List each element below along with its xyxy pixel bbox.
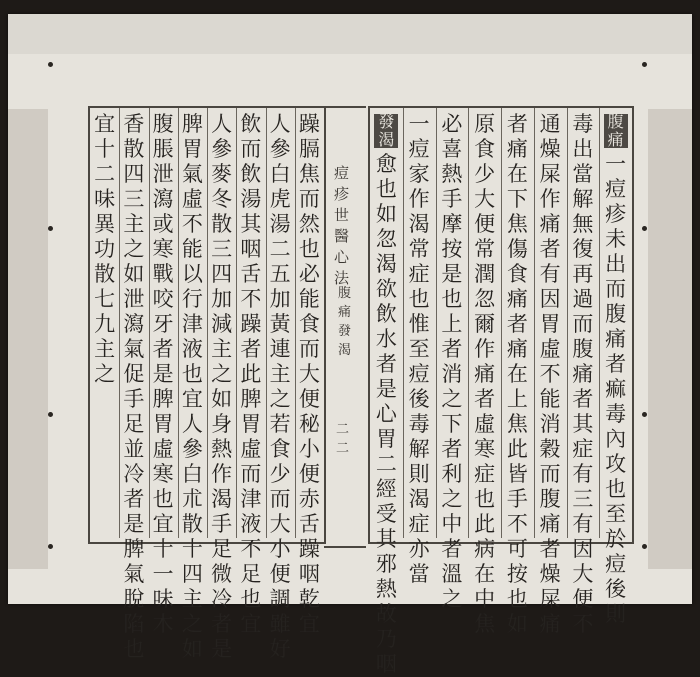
center-title: 痘 疹 世 醫 心 法 [334,164,350,287]
top-edge-stain [8,14,692,54]
column-rule [599,108,600,538]
text-column: 一 痘 家 作 渴 常 症 也 惟 至 痘 後 毒 解 則 渴 症 亦 當 [408,112,430,586]
column-rule [236,108,237,538]
text-column: 一 痘 疹 未 出 而 腹 痛 者 痲 毒 內 攻 也 至 於 痘 後 則 [605,152,627,626]
book-title [334,162,349,288]
column-rule [403,108,404,538]
column-rule [119,108,120,538]
text-column: 脾 胃 氣 虛 不 能 以 行 津 液 也 宜 人 參 白 朮 散 十 四 主 之 如 [181,112,203,661]
left-edge-stain [8,109,48,569]
left-page-frame [88,106,326,661]
text-column: 毒 出 當 解 無 復 再 過 而 腹 痛 者 其 症 有 三 有 因 大 便 不 [572,112,594,636]
column-rule [567,108,568,538]
text-column: 原 食 少 大 便 常 潤 忽 爾 作 痛 者 虛 寒 症 也 此 病 在 中 焦 [474,112,496,636]
text-column: 宜 十 二 味 異 功 散 七 九 主 之 [94,112,116,386]
binding-hole [48,62,53,67]
binding-hole [48,226,53,231]
section-heading: 腹 痛 [604,114,628,148]
center-page: 二 二 [336,422,350,456]
binding-hole [642,226,647,231]
text-column: 躁 膈 焦 而 然 也 必 能 食 而 大 便 秘 小 便 赤 舌 躁 咽 乾 宜 [298,112,320,636]
column-rule [501,108,502,538]
right-edge-stain [648,109,692,569]
book-spread [8,14,692,676]
binding-hole [48,412,53,417]
column-rule [207,108,208,538]
section-label [338,282,351,358]
column-rule [149,108,150,538]
column-rule [178,108,179,538]
binding-hole [642,544,647,549]
binding-hole [642,412,647,417]
center-section: 腹 痛 發 渴 [338,286,352,358]
column-rule [295,108,296,538]
center-gutter [324,106,366,548]
binding-hole [642,62,647,67]
text-column: 人 參 麥 冬 散 三 四 加 減 主 之 如 身 熱 作 渴 手 足 微 冷 者 是 [211,112,233,661]
section-heading: 發 渴 [374,114,398,148]
text-column: 者 痛 在 下 焦 傷 食 痛 者 痛 在 上 焦 此 皆 手 不 可 按 也 如 [506,112,528,636]
column-rule [436,108,437,538]
column-rule [534,108,535,538]
binding-hole [48,544,53,549]
text-column: 必 喜 熱 手 摩 按 是 也 上 者 消 之 下 者 利 之 中 者 溫 之 [441,112,463,611]
page-number [336,418,349,456]
text-column: 通 燥 屎 作 痛 者 有 因 胃 虛 不 能 消 穀 而 腹 痛 者 燥 屎 痛 [539,112,561,636]
column-rule [266,108,267,538]
right-page-frame [368,106,634,676]
text-column: 腹 脹 泄 瀉 或 寒 戰 咬 牙 者 是 脾 胃 虛 寒 也 宜 十 一 味 木 [152,112,174,636]
text-column: 香 散 四 三 主 之 如 泄 瀉 氣 促 手 足 並 冷 者 是 脾 氣 脫 陷 也 [123,112,145,661]
text-column: 愈 也 如 忽 渴 欲 飲 水 者 是 心 胃 二 經 受 其 邪 熱 故 乃 咽 [375,152,397,676]
text-column: 人 參 白 虎 湯 二 五 加 黃 連 主 之 若 食 少 而 大 小 便 調 雖 好 [269,112,291,661]
column-rule [468,108,469,538]
text-column: 飲 而 飲 湯 其 咽 舌 不 躁 者 此 脾 胃 虛 而 津 液 不 足 也 宜 [240,112,262,636]
